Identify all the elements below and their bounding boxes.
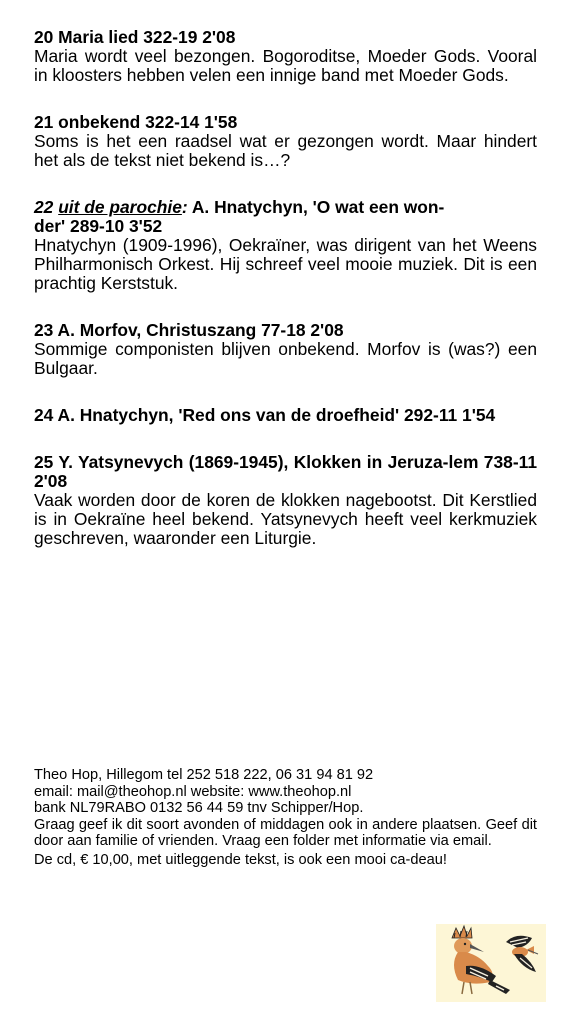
item-heading: 25 Y. Yatsynevych (1869-1945), Klokken in Jeruza-lem 738-11 2'08 [34, 452, 537, 491]
hoopoe-illustration [436, 924, 546, 1002]
program-notes [34, 28, 537, 576]
item-description: Vaak worden door de koren de klokken nagebootst. Dit Kerstlied is in Oekraïne heel bekend. Yatsynevych heeft veel kerkmuziek geschreven, waaronder een Liturgie. [34, 490, 537, 548]
program-item-23 [34, 321, 537, 378]
item-description: Maria wordt veel bezongen. Bogoroditse, Moeder Gods. Vooral in kloosters hebben velen een innige band met Moeder Gods. [34, 46, 537, 85]
program-item-22 [34, 198, 537, 293]
item-heading: 23 A. Morfov, Christuszang 77-18 2'08 [34, 320, 344, 340]
item-description: Sommige componisten blijven onbekend. Morfov is (was?) een Bulgaar. [34, 339, 537, 378]
program-item-21 [34, 113, 537, 170]
parish-colon: : [181, 197, 188, 217]
heading-rest-1: A. Hnatychyn, 'O wat een won- [187, 197, 445, 217]
program-item-20 [34, 28, 537, 85]
invitation-text: Graag geef ik dit soort avonden of middagen ook in andere plaatsen. Geef dit door aan familie of vrienden. Vraag een folder met informatie via email. [34, 816, 537, 849]
item-description: Soms is het een raadsel wat er gezongen wordt. Maar hindert het als de tekst niet bekend is…? [34, 131, 537, 170]
contact-email-website: email: mail@theohop.nl website: www.theohop.nl [34, 783, 352, 800]
program-item-24 [34, 406, 537, 425]
contact-name-phone: Theo Hop, Hillegom tel 252 518 222, 06 31 94 81 92 [34, 767, 374, 783]
cd-offer-text: De cd, € 10,00, met uitleggende tekst, is ook een mooi ca-deau! [34, 851, 447, 868]
heading-rest-2: der' 289-10 3'52 [34, 216, 163, 236]
item-description: Hnatychyn (1909-1996), Oekraïner, was dirigent van het Weens Philharmonisch Orkest. Hij schreef veel mooie muziek. Dit is een prachtig Kerststuk. [34, 235, 537, 293]
item-number: 22 [34, 197, 59, 217]
contact-bank: bank NL79RABO 0132 56 44 59 tnv Schipper/Hop. [34, 800, 364, 816]
item-heading: 24 A. Hnatychyn, 'Red ons van de droefheid' 292-11 1'54 [34, 405, 496, 425]
item-heading: 20 Maria lied 322-19 2'08 [34, 27, 236, 47]
item-heading [34, 198, 537, 236]
hoopoe-bird-icon [436, 924, 546, 1002]
parish-label-text: uit de parochie [58, 197, 182, 217]
program-item-25 [34, 453, 537, 548]
item-heading: 21 onbekend 322-14 1'58 [34, 112, 238, 132]
parish-label [58, 197, 188, 217]
contact-footer [34, 767, 537, 868]
